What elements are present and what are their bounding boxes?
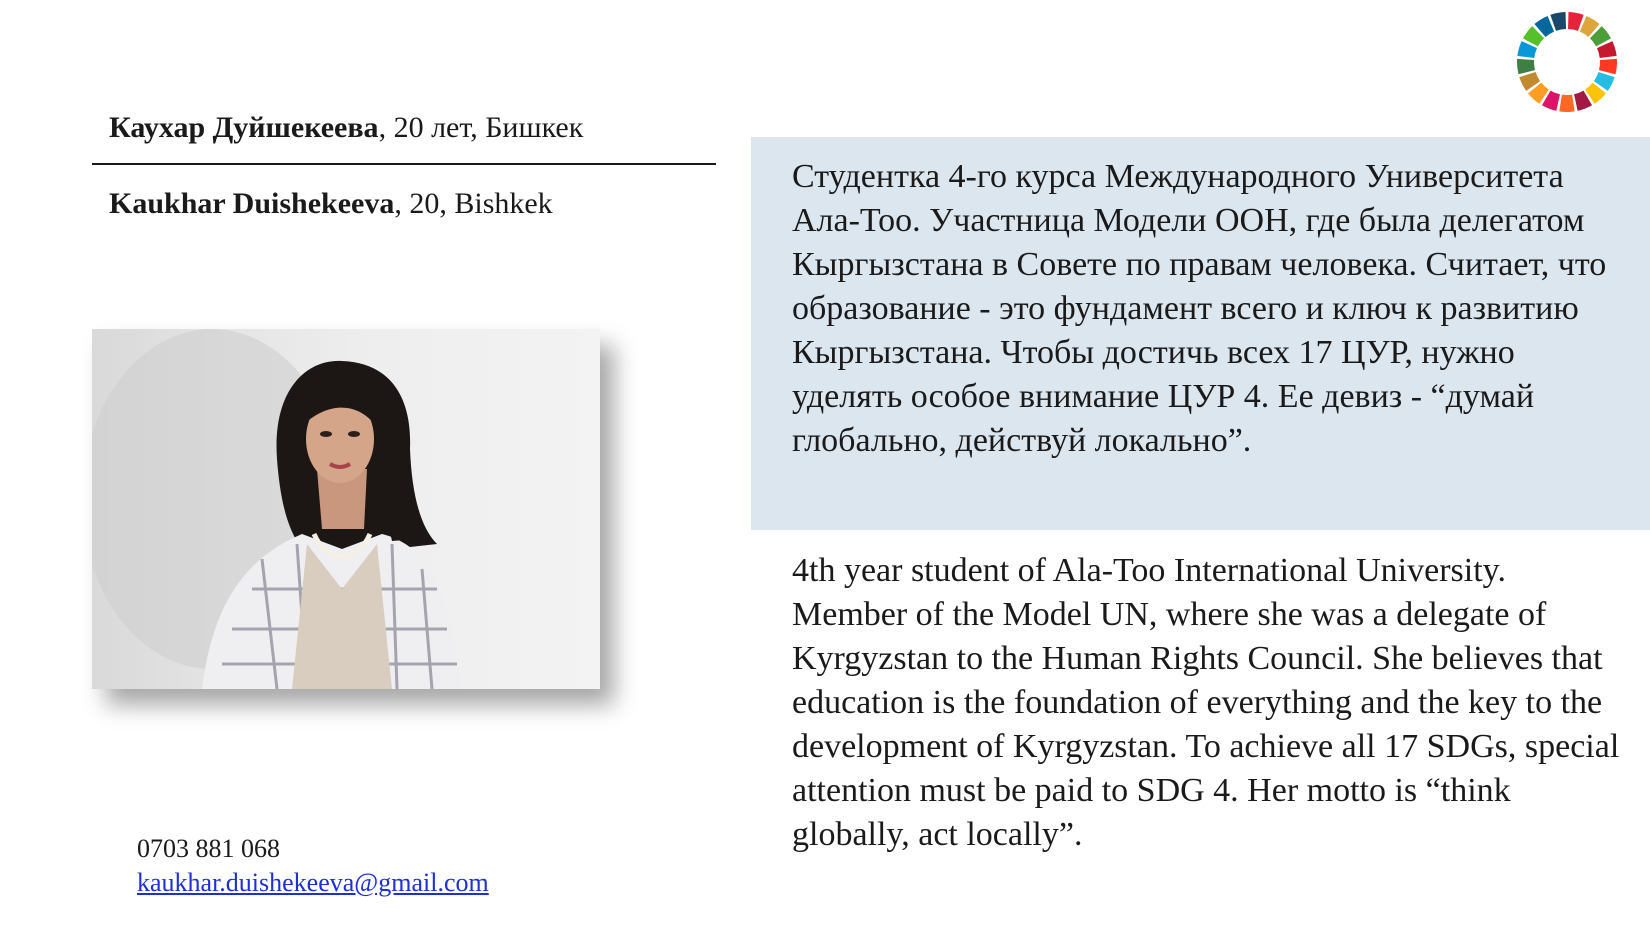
- bio-ru: Студентка 4-го курса Международного Университета Ала-Тоо. Участница Модели ООН, где была делегатом Кыргызстана в Совете по правам человека. Считает, что образование - это фундамент всего и ключ к развитию Кыргызстана. Чтобы достичь всех 17 ЦУР, нужно уделять особое внимание ЦУР 4. Ее девиз - “думай глобально, действуй локально”.: [792, 158, 1607, 459]
- sdg-wheel-segment: [1517, 59, 1535, 74]
- name-divider: [92, 163, 716, 165]
- name-en: [109, 186, 553, 222]
- sdg-wheel-segment: [1550, 12, 1566, 31]
- bio-en: 4th year student of Ala-Too International University. Member of the Model UN, where she was a delegate of Kyrgyzstan to the Human Rights Council. She believes that education is the foundation of everything and the key to the development of Kyrgyzstan. To achieve all 17 SDGs, special attention must be paid to SDG 4. Her motto is “think globally, act locally”.: [792, 552, 1620, 853]
- name-ru: [109, 110, 583, 146]
- name-ru-bold: Каухар Дуйшекеева: [109, 111, 379, 144]
- portrait-illustration: [92, 329, 600, 689]
- email-link[interactable]: kaukhar.duishekeeva@gmail.com: [137, 868, 489, 897]
- portrait-photo: [92, 329, 600, 689]
- details-ru: , 20 лет, Бишкек: [378, 111, 584, 144]
- details-en: , 20, Bishkek: [394, 187, 553, 220]
- sdg-wheel-icon: [1515, 10, 1619, 114]
- sdg-wheel-segment: [1599, 59, 1617, 74]
- name-en-bold: Kaukhar Duishekeeva: [109, 187, 395, 220]
- phone-number: 0703 881 068: [137, 834, 280, 863]
- sdg-wheel-segment: [1568, 12, 1584, 31]
- sdg-wheel-segment: [1559, 95, 1574, 112]
